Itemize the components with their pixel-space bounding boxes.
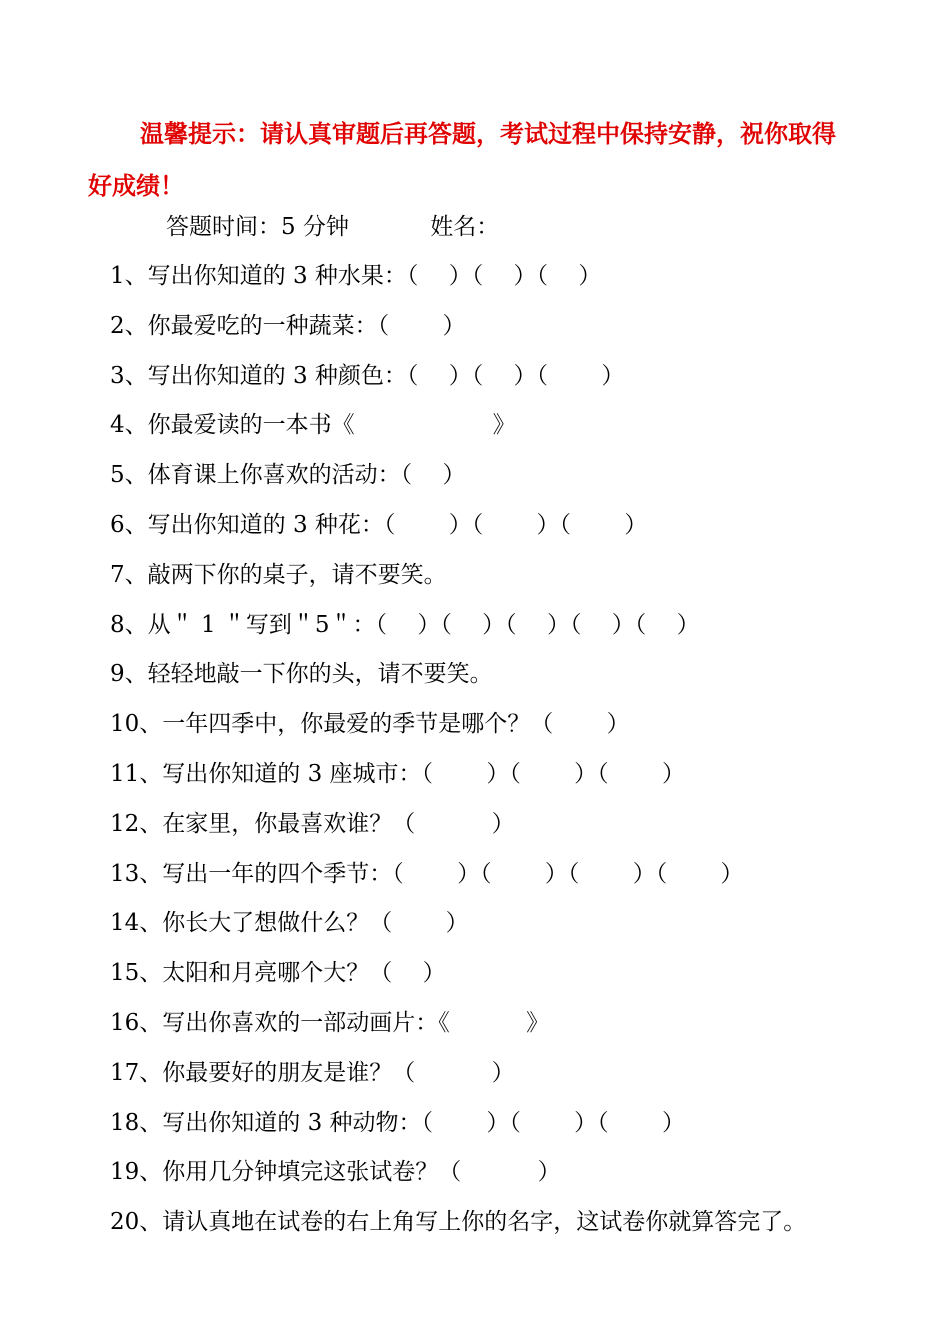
warm-reminder — [88, 108, 878, 212]
question-list — [110, 256, 910, 1252]
question-item: 8、从＂ 1 ＂写到＂5＂：（ ）（ ）（ ）（ ）（ ） — [110, 611, 700, 638]
question-item: 4、你最爱读的一本书《 》 — [110, 412, 516, 439]
question-item: 3、写出你知道的 3 种颜色：（ ）（ ）（ ） — [110, 362, 625, 389]
time-label: 答题时间：5 分钟 — [166, 214, 349, 240]
name-label: 姓名： — [430, 214, 500, 240]
question-item: 13、写出一年的四个季节：（ ）（ ）（ ）（ ） — [110, 860, 744, 887]
question-item: 5、体育课上你喜欢的活动：（ ） — [110, 462, 466, 489]
question-item: 1、写出你知道的 3 种水果：（ ）（ ）（ ） — [110, 263, 602, 289]
warm-reminder-line-2: 好成绩！ — [88, 172, 184, 200]
question-item: 16、写出你喜欢的一部动画片：《 》 — [110, 1009, 550, 1036]
question-item: 20、请认真地在试卷的右上角写上你的名字，这试卷你就算答完了。 — [110, 1209, 807, 1236]
question-item: 9、轻轻地敲一下你的头，请不要笑。 — [110, 661, 493, 688]
question-item: 15、太阳和月亮哪个大？（ ） — [110, 960, 446, 987]
question-item: 10、一年四季中，你最爱的季节是哪个？（ ） — [110, 711, 630, 738]
question-item: 12、在家里，你最喜欢谁？（ ） — [110, 810, 515, 837]
question-item: 17、你最要好的朋友是谁？（ ） — [110, 1059, 515, 1086]
exam-meta — [166, 208, 499, 246]
question-item: 7、敲两下你的桌子，请不要笑。 — [110, 561, 447, 588]
warm-reminder-line-1: 温馨提示：请认真审题后再答题，考试过程中保持安静，祝你取得 — [140, 120, 836, 148]
question-item: 2、你最爱吃的一种蔬菜：（ ） — [110, 312, 466, 339]
question-item: 11、写出你知道的 3 座城市：（ ）（ ）（ ） — [110, 760, 685, 787]
question-item: 19、你用几分钟填完这张试卷？（ ） — [110, 1159, 561, 1186]
question-item: 14、你长大了想做什么？（ ） — [110, 910, 469, 937]
question-item: 6、写出你知道的 3 种花：（ ）（ ）（ ） — [110, 511, 648, 538]
question-item: 18、写出你知道的 3 种动物：（ ）（ ）（ ） — [110, 1109, 685, 1136]
